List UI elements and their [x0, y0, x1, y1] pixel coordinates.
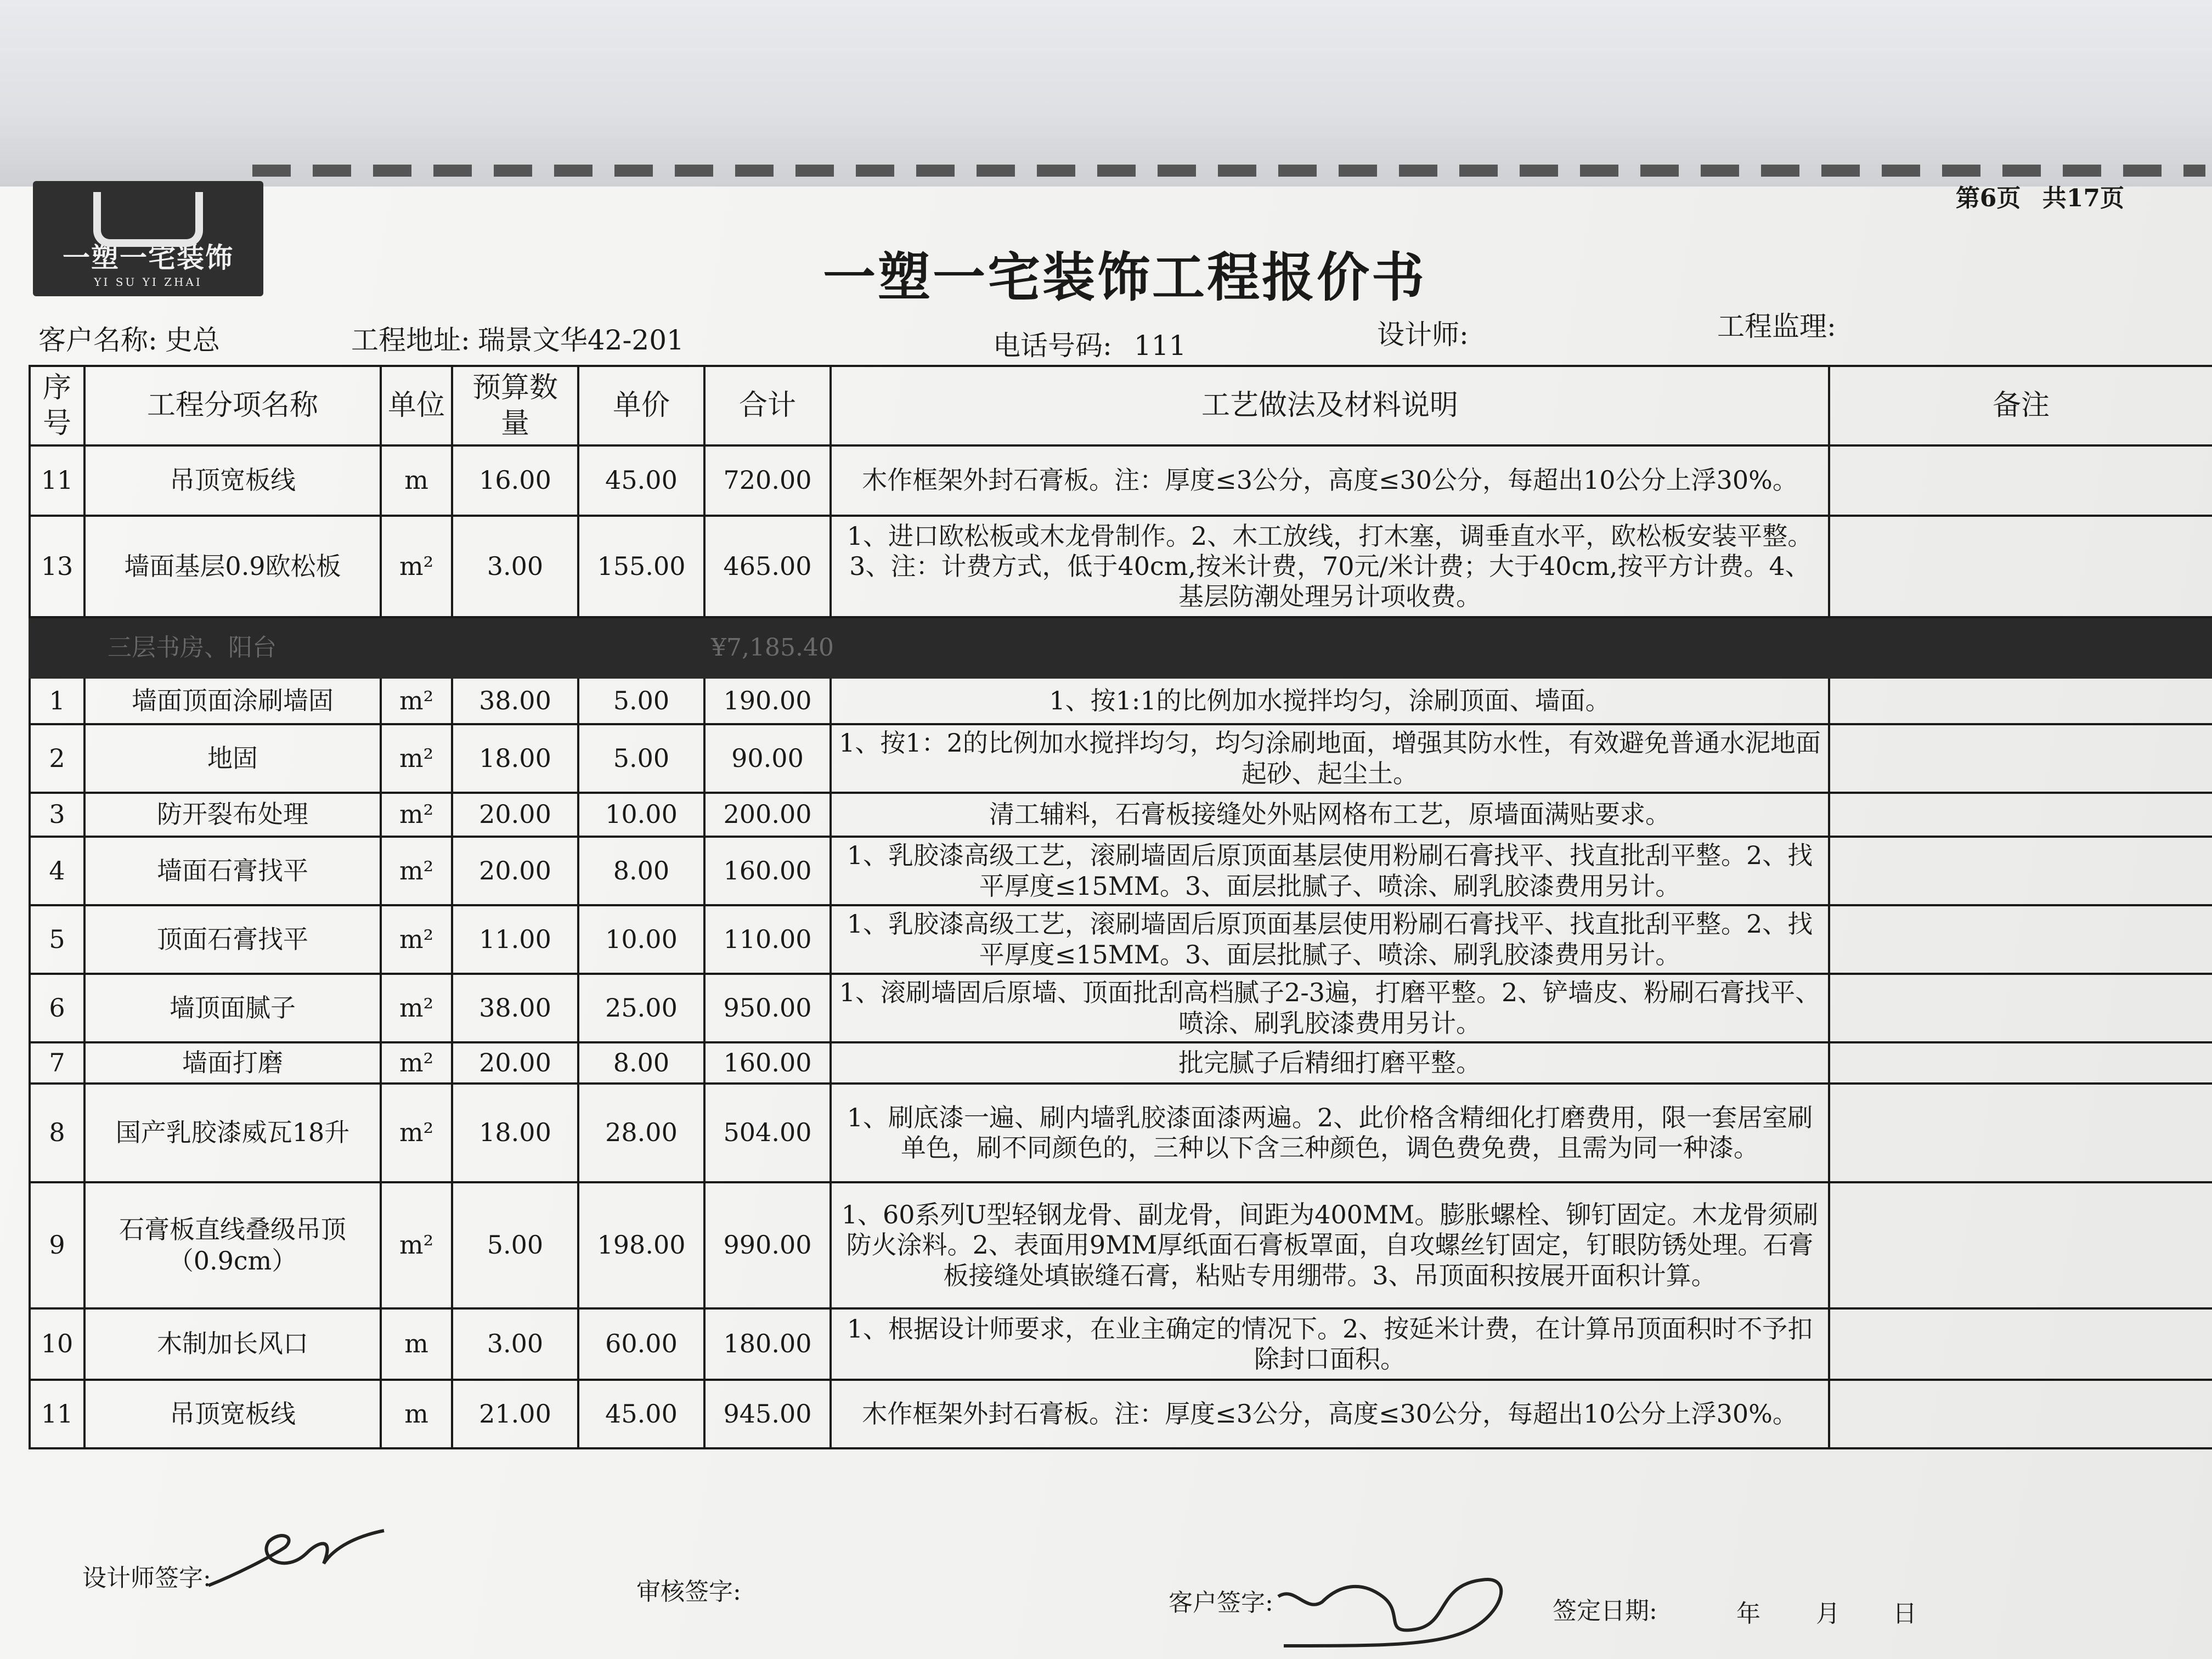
cell-total: 465.00 [704, 516, 831, 617]
cell-qty: 38.00 [452, 974, 578, 1042]
section-amount: ¥7,185.40 [704, 617, 2212, 678]
cell-unit: m² [381, 793, 452, 837]
table-row [30, 1042, 2212, 1084]
cell-no: 6 [30, 974, 84, 1042]
cell-unit: m² [381, 1084, 452, 1182]
col-total: 合计 [704, 366, 831, 445]
cell-desc: 1、按1：2的比例加水搅拌均匀，均匀涂刷地面，增强其防水性，有效避免普通水泥地面起砂、起尘土。 [831, 724, 1829, 793]
phone-value: 111 [1133, 330, 1187, 362]
cell-price: 155.00 [578, 516, 704, 617]
designer-label: 设计师: [1377, 319, 1469, 351]
address-info [351, 318, 684, 358]
section-row [30, 617, 2212, 678]
cell-name: 顶面石膏找平 [84, 905, 381, 974]
cell-total: 190.00 [704, 678, 831, 724]
cell-desc: 木作框架外封石膏板。注：厚度≤3公分，高度≤30公分，每超出10公分上浮30%。 [831, 1380, 1829, 1448]
quote-table [29, 365, 2212, 1449]
cell-name: 吊顶宽板线 [84, 445, 381, 516]
cell-remark [1829, 837, 2212, 905]
cell-total: 990.00 [704, 1182, 831, 1308]
review-signature-label: 审核签字: [636, 1578, 741, 1606]
cell-total: 90.00 [704, 724, 831, 793]
cell-remark [1829, 974, 2212, 1042]
cell-remark [1829, 445, 2212, 516]
cell-qty: 5.00 [452, 1182, 578, 1308]
cell-no: 11 [30, 1380, 84, 1448]
col-desc: 工艺做法及材料说明 [831, 366, 1829, 445]
cell-price: 8.00 [578, 1042, 704, 1084]
date-year: 年 [1736, 1600, 1760, 1628]
logo-mark-icon [93, 192, 203, 247]
cell-price: 8.00 [578, 837, 704, 905]
cell-total: 945.00 [704, 1380, 831, 1448]
cell-unit: m [381, 1380, 452, 1448]
cell-qty: 38.00 [452, 678, 578, 724]
table-row [30, 516, 2212, 617]
cell-remark [1829, 1182, 2212, 1308]
cell-qty: 18.00 [452, 1084, 578, 1182]
cell-no: 3 [30, 793, 84, 837]
cell-remark [1829, 1308, 2212, 1380]
previous-page-edge [0, 0, 2212, 187]
cell-total: 200.00 [704, 793, 831, 837]
cell-qty: 18.00 [452, 724, 578, 793]
cell-total: 160.00 [704, 837, 831, 905]
cell-unit: m [381, 445, 452, 516]
cell-remark [1829, 1380, 2212, 1448]
cell-name: 防开裂布处理 [84, 793, 381, 837]
company-logo [33, 181, 263, 296]
cell-qty: 20.00 [452, 793, 578, 837]
cell-price: 5.00 [578, 678, 704, 724]
cell-total: 720.00 [704, 445, 831, 516]
customer-value: 史总 [165, 324, 220, 356]
cell-no: 1 [30, 678, 84, 724]
col-no: 序号 [30, 366, 84, 445]
cell-total: 180.00 [704, 1308, 831, 1380]
cell-desc: 木作框架外封石膏板。注：厚度≤3公分，高度≤30公分，每超出10公分上浮30%。 [831, 445, 1829, 516]
cell-desc: 清工辅料，石膏板接缝处外贴网格布工艺，原墙面满贴要求。 [831, 793, 1829, 837]
cell-no: 13 [30, 516, 84, 617]
table-row [30, 1308, 2212, 1380]
cell-no: 2 [30, 724, 84, 793]
cell-remark [1829, 678, 2212, 724]
cell-desc: 1、60系列U型轻钢龙骨、副龙骨，间距为400MM。膨胀螺栓、铆钉固定。木龙骨须刷防火涂料。2、表面用9MM厚纸面石膏板罩面，自攻螺丝钉固定，钉眼防锈处理。石膏板接缝处填嵌缝石膏，粘贴专用绷带。3、吊顶面积按展开面积计算。 [831, 1182, 1829, 1308]
col-price: 单价 [578, 366, 704, 445]
cell-remark [1829, 1042, 2212, 1084]
cell-price: 45.00 [578, 1380, 704, 1448]
supervisor-label: 工程监理: [1717, 311, 1836, 342]
cell-name: 墙面基层0.9欧松板 [84, 516, 381, 617]
cell-qty: 20.00 [452, 837, 578, 905]
customer-signature-label: 客户签字: [1169, 1589, 1273, 1617]
cell-unit: m² [381, 678, 452, 724]
cell-unit: m² [381, 724, 452, 793]
table-row [30, 1084, 2212, 1182]
cell-name: 墙顶面腻子 [84, 974, 381, 1042]
cell-total: 950.00 [704, 974, 831, 1042]
cell-no: 10 [30, 1308, 84, 1380]
cell-no: 9 [30, 1182, 84, 1308]
cell-qty: 3.00 [452, 1308, 578, 1380]
table-header-row [30, 366, 2212, 445]
cell-remark [1829, 1084, 2212, 1182]
cell-desc: 1、根据设计师要求，在业主确定的情况下。2、按延米计费，在计算吊顶面积时不予扣除封口面积。 [831, 1308, 1829, 1380]
cell-desc: 批完腻子后精细打磨平整。 [831, 1042, 1829, 1084]
cell-remark [1829, 724, 2212, 793]
cell-no: 8 [30, 1084, 84, 1182]
cell-unit: m² [381, 1042, 452, 1084]
cell-desc: 1、滚刷墙固后原墙、顶面批刮高档腻子2-3遍，打磨平整。2、铲墙皮、粉刷石膏找平、喷涂、刷乳胶漆费用另计。 [831, 974, 1829, 1042]
cell-unit: m [381, 1308, 452, 1380]
cell-remark [1829, 905, 2212, 974]
cell-price: 5.00 [578, 724, 704, 793]
customer-info [38, 318, 220, 358]
cell-qty: 21.00 [452, 1380, 578, 1448]
cell-qty: 16.00 [452, 445, 578, 516]
cell-no: 4 [30, 837, 84, 905]
table-row [30, 1380, 2212, 1448]
cell-unit: m² [381, 905, 452, 974]
cell-no: 7 [30, 1042, 84, 1084]
cell-qty: 3.00 [452, 516, 578, 617]
cell-desc: 1、乳胶漆高级工艺，滚刷墙固后原顶面基层使用粉刷石膏找平、找直批刮平整。2、找平厚度≤15MM。3、面层批腻子、喷涂、刷乳胶漆费用另计。 [831, 837, 1829, 905]
cell-qty: 11.00 [452, 905, 578, 974]
table-row [30, 445, 2212, 516]
designer-signature-label: 设计师签字: [82, 1564, 211, 1592]
table-row [30, 1182, 2212, 1308]
cell-name: 石膏板直线叠级吊顶（0.9cm） [84, 1182, 381, 1308]
perforation-strip [252, 165, 2205, 177]
cell-name: 墙面打磨 [84, 1042, 381, 1084]
customer-signature-icon [1273, 1564, 1558, 1657]
cell-unit: m² [381, 516, 452, 617]
table-row [30, 678, 2212, 724]
cell-desc: 1、进口欧松板或木龙骨制作。2、木工放线，打木塞，调垂直水平，欧松板安装平整。3、注：计费方式，低于40cm,按米计费，70元/米计费；大于40cm,按平方计费。4、基层防潮处理另计项收费。 [831, 516, 1829, 617]
cell-unit: m² [381, 837, 452, 905]
cell-no: 11 [30, 445, 84, 516]
phone-info [993, 324, 1186, 363]
cell-remark [1829, 516, 2212, 617]
cell-name: 木制加长风口 [84, 1308, 381, 1380]
designer-signature-icon [203, 1514, 400, 1602]
designer-info [1377, 313, 1469, 352]
cell-desc: 1、乳胶漆高级工艺，滚刷墙固后原顶面基层使用粉刷石膏找平、找直批刮平整。2、找平厚度≤15MM。3、面层批腻子、喷涂、刷乳胶漆费用另计。 [831, 905, 1829, 974]
cell-price: 10.00 [578, 793, 704, 837]
cell-total: 160.00 [704, 1042, 831, 1084]
total-pages-label: 共17页 [2042, 184, 2124, 212]
cell-unit: m² [381, 974, 452, 1042]
cell-desc: 1、刷底漆一遍、刷内墙乳胶漆面漆两遍。2、此价格含精细化打磨费用，限一套居室刷单色，刷不同颜色的，三种以下含三种颜色，调色费免费，且需为同一种漆。 [831, 1084, 1829, 1182]
col-qty: 预算数量 [452, 366, 578, 445]
cell-price: 60.00 [578, 1308, 704, 1380]
page-number [1956, 178, 2124, 213]
supervisor-info [1717, 304, 1836, 344]
cell-price: 198.00 [578, 1182, 704, 1308]
date-day: 日 [1893, 1600, 1917, 1628]
document-title: 一塑一宅装饰工程报价书 [823, 246, 1426, 308]
table-row [30, 837, 2212, 905]
cell-remark [1829, 793, 2212, 837]
customer-label: 客户名称: [38, 324, 157, 356]
cell-no: 5 [30, 905, 84, 974]
cell-name: 墙面顶面涂刷墙固 [84, 678, 381, 724]
col-remark: 备注 [1829, 366, 2212, 445]
col-unit: 单位 [381, 366, 452, 445]
date-month: 月 [1816, 1600, 1840, 1628]
cell-name: 墙面石膏找平 [84, 837, 381, 905]
cell-qty: 20.00 [452, 1042, 578, 1084]
table-row [30, 724, 2212, 793]
cell-name: 国产乳胶漆威瓦18升 [84, 1084, 381, 1182]
table-row [30, 905, 2212, 974]
cell-total: 504.00 [704, 1084, 831, 1182]
address-value: 瑞景文华42-201 [477, 324, 684, 356]
logo-pinyin: YI SU YI ZHAI [94, 275, 202, 289]
table-row [30, 974, 2212, 1042]
cell-price: 10.00 [578, 905, 704, 974]
cell-price: 25.00 [578, 974, 704, 1042]
cell-total: 110.00 [704, 905, 831, 974]
col-name: 工程分项名称 [84, 366, 381, 445]
cell-name: 地固 [84, 724, 381, 793]
cell-desc: 1、按1:1的比例加水搅拌均匀，涂刷顶面、墙面。 [831, 678, 1829, 724]
section-name: 三层书房、阳台 [30, 617, 704, 678]
cell-name: 吊顶宽板线 [84, 1380, 381, 1448]
logo-name: 一塑一宅装饰 [63, 241, 234, 274]
table-row [30, 793, 2212, 837]
phone-label: 电话号码: [993, 330, 1112, 362]
cell-price: 45.00 [578, 445, 704, 516]
address-label: 工程地址: [351, 324, 470, 356]
date-label: 签定日期: [1553, 1597, 1657, 1625]
cell-unit: m² [381, 1182, 452, 1308]
cell-price: 28.00 [578, 1084, 704, 1182]
page-label: 第6页 [1955, 184, 2021, 212]
